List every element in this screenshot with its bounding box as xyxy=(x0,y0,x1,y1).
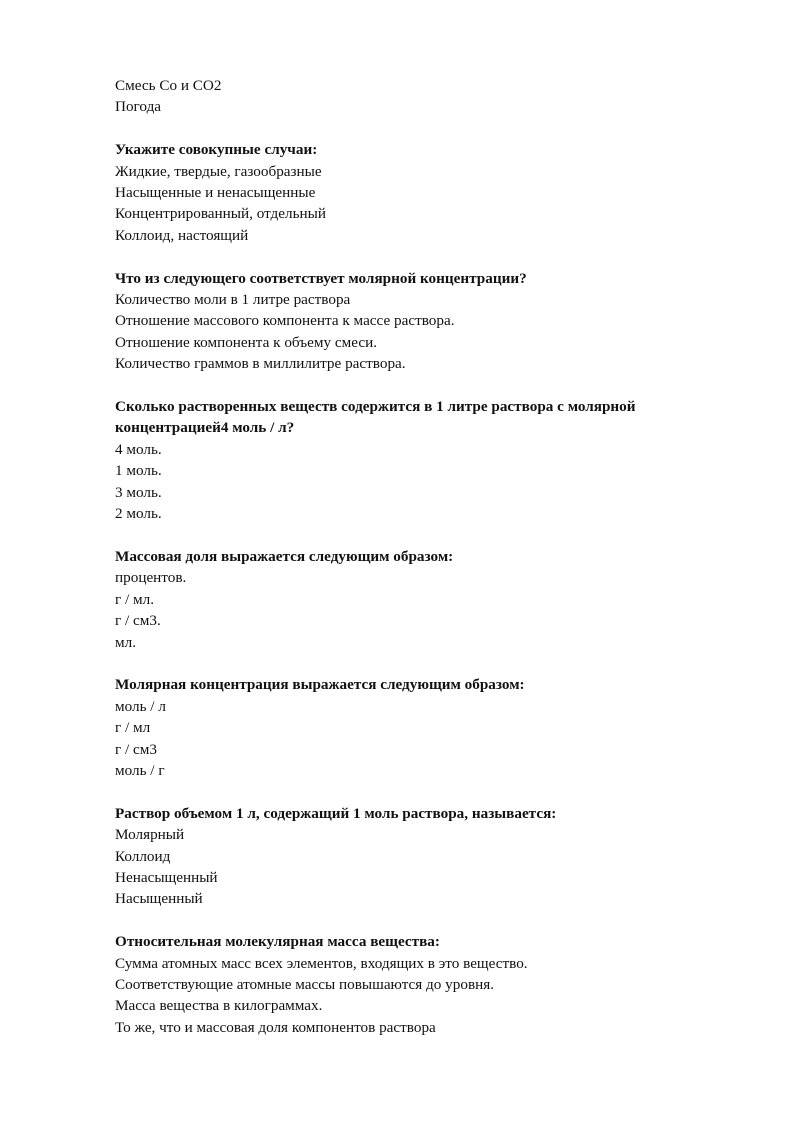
question-block xyxy=(115,674,715,781)
question-block xyxy=(115,396,715,524)
answer-option: моль / г xyxy=(115,761,165,779)
answer-option: Коллоид xyxy=(115,847,171,865)
answer-option: Ненасыщенный xyxy=(115,868,218,886)
answer-option: г / мл. xyxy=(115,590,155,608)
question-title: Укажите совокупные случаи: xyxy=(115,141,318,159)
answer-option: 3 моль. xyxy=(115,483,162,501)
question-title: Массовая доля выражается следующим образом: xyxy=(115,547,454,565)
question-title: Раствор объемом 1 л, содержащий 1 моль раствора, называется: xyxy=(115,804,557,822)
answer-option: 1 моль. xyxy=(115,462,162,480)
question-title: Что из следующего соответствует молярной концентрации? xyxy=(115,269,527,287)
question-block xyxy=(115,139,715,246)
answer-option: Концентрированный, отдельный xyxy=(115,205,326,223)
answer-option: моль / л xyxy=(115,697,166,715)
answer-option: процентов. xyxy=(115,569,187,587)
question-title: Сколько растворенных веществ содержится в 1 литре раствора с молярной концентрацией4 моль / л? xyxy=(115,398,636,437)
document-page xyxy=(115,75,715,1038)
question-block xyxy=(115,268,715,375)
answer-option: Количество граммов в миллилитре раствора. xyxy=(115,355,406,373)
intro-line: Смесь Со и СО2 xyxy=(115,77,222,94)
question-block xyxy=(115,546,715,653)
question-block xyxy=(115,803,715,910)
answer-option: мл. xyxy=(115,633,136,651)
answer-option: г / см3 xyxy=(115,740,157,758)
question-block xyxy=(115,931,715,1038)
answer-option: Соответствующие атомные массы повышаются до уровня. xyxy=(115,975,495,993)
answer-option: Насыщенные и ненасыщенные xyxy=(115,184,316,202)
answer-option: То же, что и массовая доля компонентов раствора xyxy=(115,1018,436,1036)
answer-option: г / см3. xyxy=(115,612,161,630)
answer-option: г / мл xyxy=(115,719,151,737)
intro-block xyxy=(115,75,715,118)
answer-option: Сумма атомных масс всех элементов, входящих в это вещество. xyxy=(115,954,528,972)
answer-option: Отношение компонента к объему смеси. xyxy=(115,333,378,351)
answer-option: Молярный xyxy=(115,826,185,844)
intro-line: Погода xyxy=(115,98,162,116)
answer-option: Жидкие, твердые, газообразные xyxy=(115,162,322,180)
answer-option: Масса вещества в килограммах. xyxy=(115,997,323,1015)
answer-option: 4 моль. xyxy=(115,440,162,458)
question-title: Молярная концентрация выражается следующим образом: xyxy=(115,676,525,694)
answer-option: Количество моли в 1 литре раствора xyxy=(115,291,351,309)
answer-option: Насыщенный xyxy=(115,890,203,908)
question-title: Относительная молекулярная масса вещества: xyxy=(115,933,440,951)
answer-option: 2 моль. xyxy=(115,505,162,523)
answer-option: Отношение массового компонента к массе раствора. xyxy=(115,312,455,330)
answer-option: Коллоид, настоящий xyxy=(115,226,249,244)
